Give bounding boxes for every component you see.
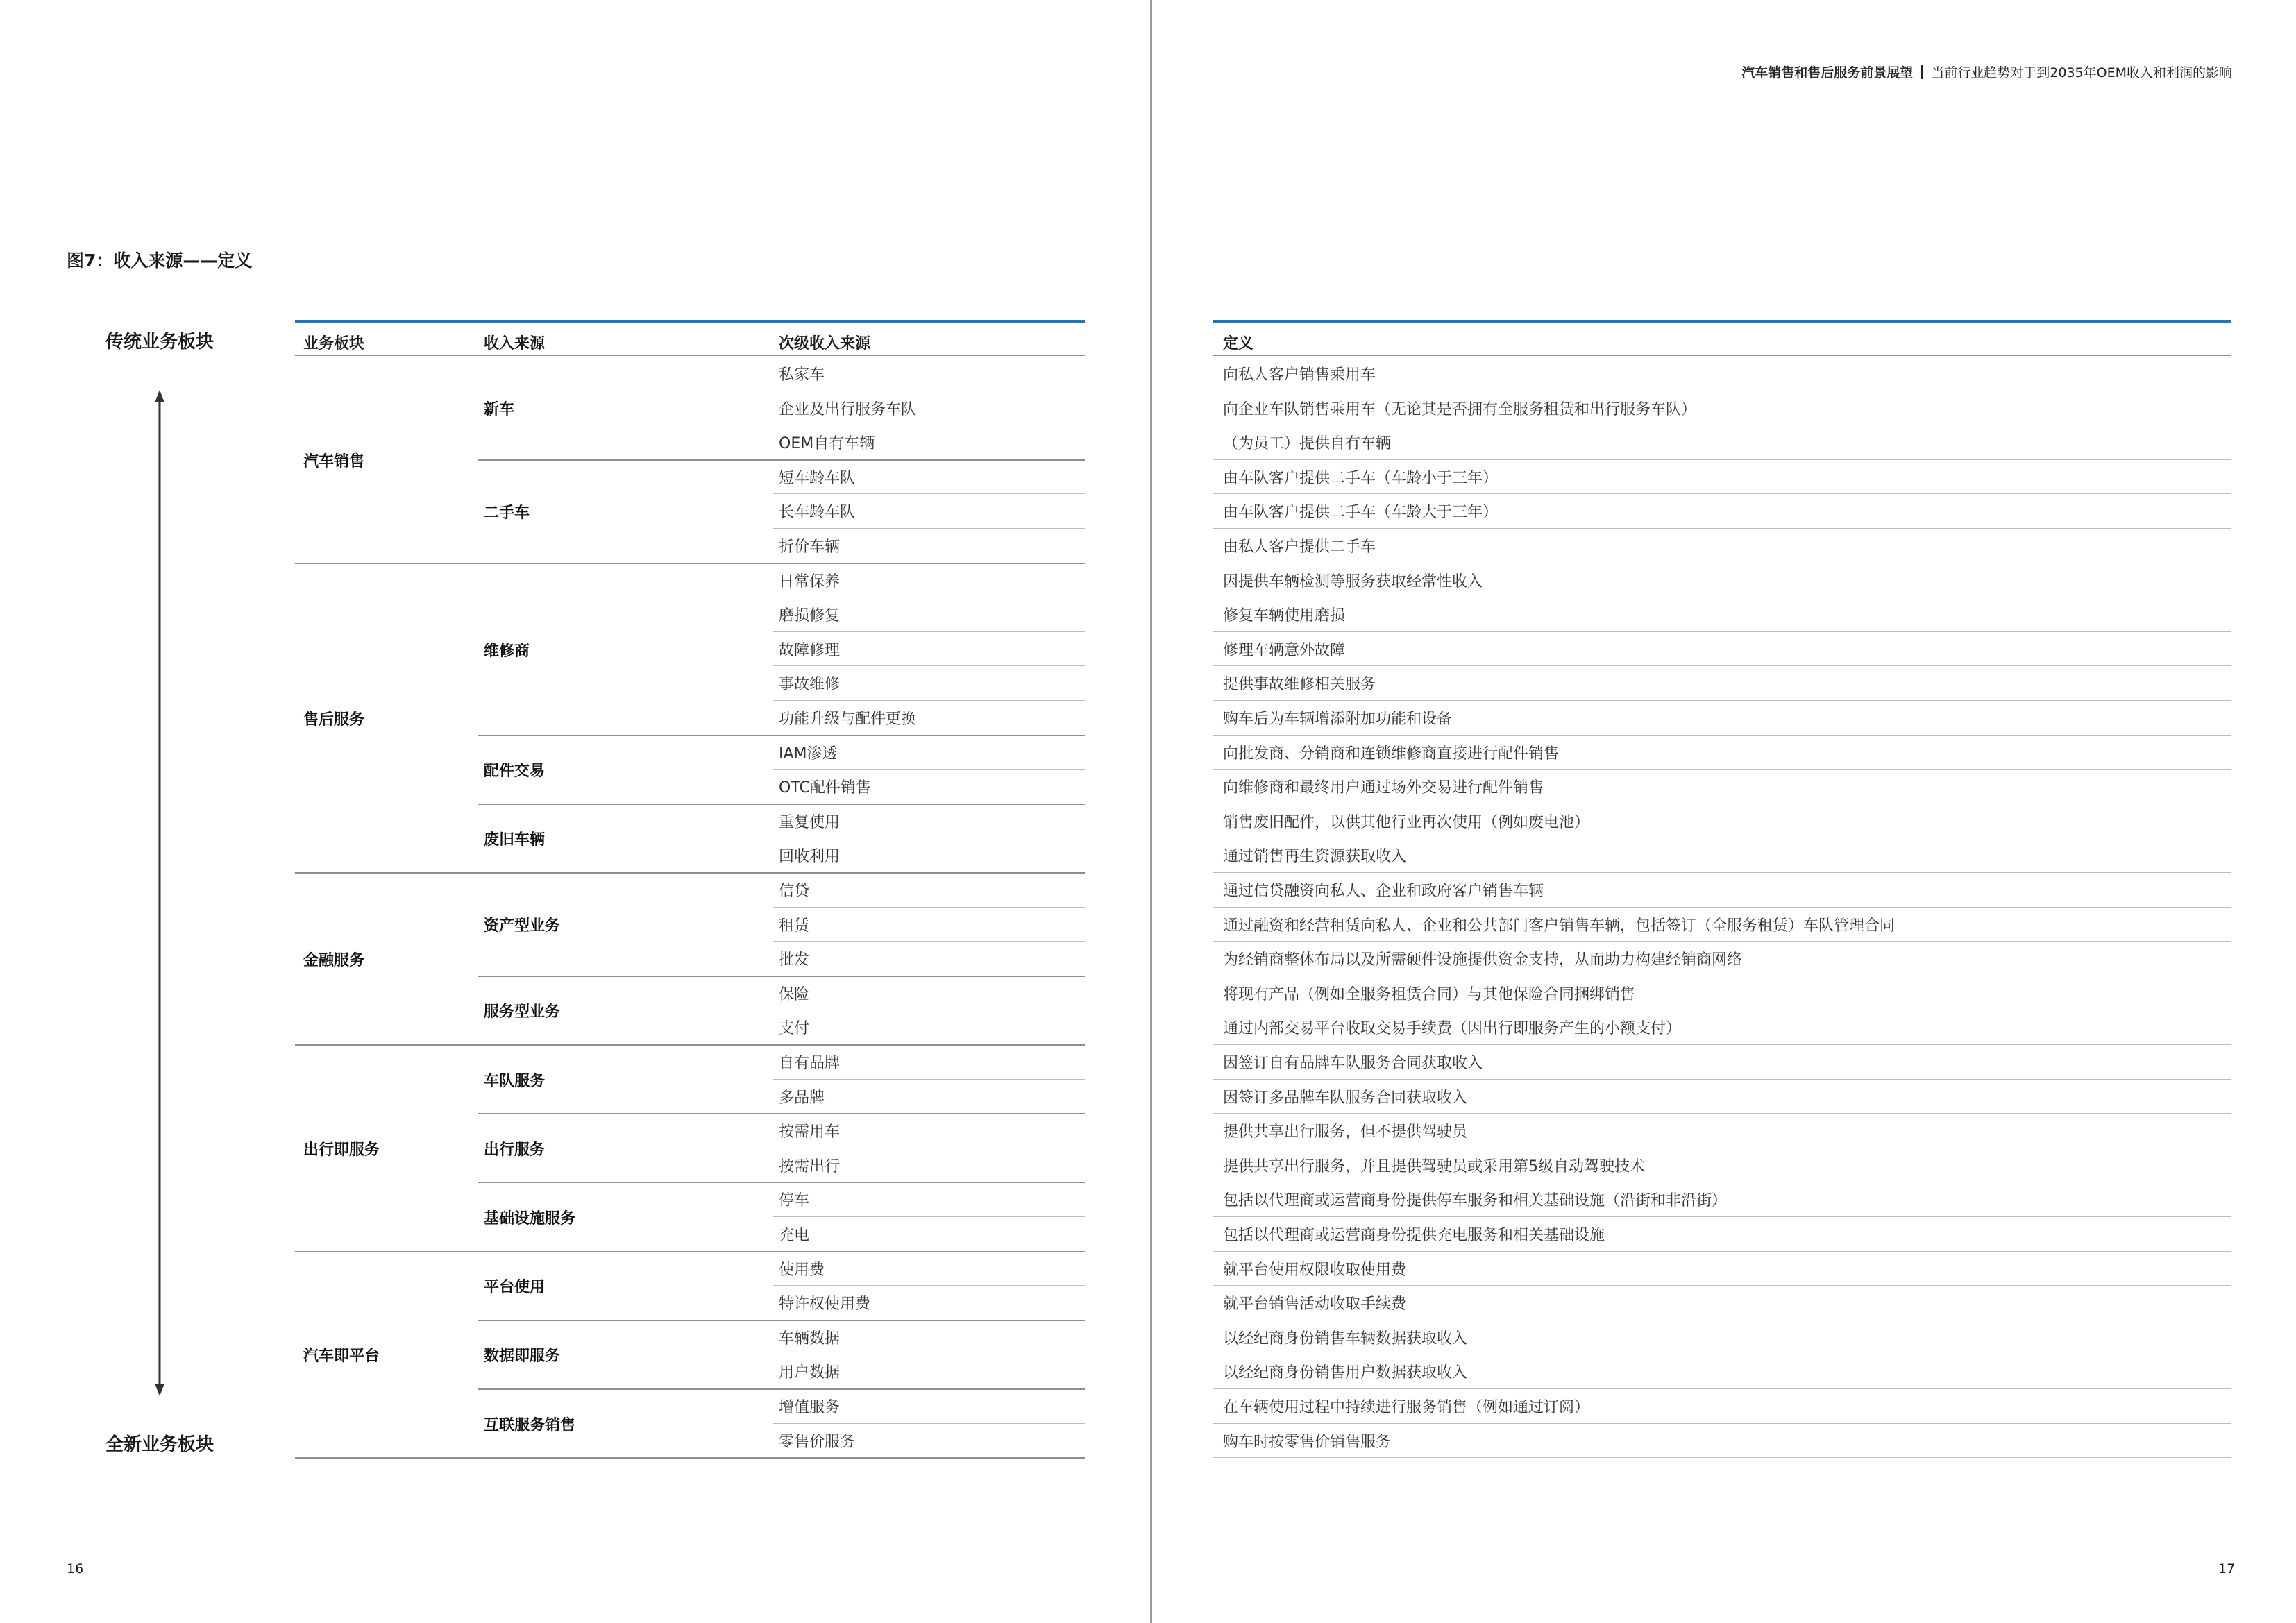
subsource-cell: 私家车	[779, 366, 825, 384]
subsource-cell: 特许权使用费	[779, 1295, 871, 1314]
source-cell: 出行服务	[484, 1141, 546, 1159]
row-rule	[1213, 1079, 2231, 1080]
row-rule	[1213, 631, 2231, 632]
definition-cell: 购车时按零售价销售服务	[1223, 1433, 1392, 1451]
revenue-source-table	[295, 320, 1085, 1451]
row-rule	[773, 700, 1085, 701]
vertical-double-arrow-icon	[146, 390, 174, 1396]
source-rule	[478, 735, 1085, 736]
definition-cell: 向私人客户销售乘用车	[1223, 366, 1376, 384]
definition-cell: 就平台使用权限收取使用费	[1223, 1261, 1407, 1279]
row-rule	[773, 769, 1085, 770]
definition-cell: 修复车辆使用磨损	[1223, 607, 1346, 625]
row-rule	[1213, 1113, 2231, 1114]
definition-cell: 由车队客户提供二手车（车龄小于三年）	[1223, 469, 1499, 487]
segment-rule	[295, 1044, 1085, 1046]
subsource-cell: 按需出行	[779, 1157, 841, 1175]
subsource-cell: 故障修理	[779, 641, 841, 659]
subsource-cell: OTC配件销售	[779, 779, 871, 797]
row-rule	[773, 528, 1085, 529]
header-subtitle: 当前行业趋势对于到2035年OEM收入和利润的影响	[1931, 65, 2232, 80]
definition-cell: 由车队客户提供二手车（车龄大于三年）	[1223, 504, 1499, 522]
header-rule	[295, 355, 1085, 356]
subsource-cell: 零售价服务	[779, 1433, 856, 1451]
row-rule	[773, 1216, 1085, 1217]
figure-title: 图7：收入来源——定义	[67, 250, 253, 271]
segment-rule	[295, 1457, 1085, 1459]
source-rule	[478, 1182, 1085, 1183]
subsource-cell: 用户数据	[779, 1364, 841, 1382]
col-header-definition: 定义	[1223, 335, 1254, 352]
segment-cell: 出行即服务	[303, 1141, 380, 1159]
subsource-cell: 事故维修	[779, 676, 841, 694]
subsource-cell: 多品牌	[779, 1089, 825, 1107]
subsource-cell: 充电	[779, 1227, 810, 1244]
definition-cell: 向企业车队销售乘用车（无论其是否拥有全服务租赁和出行服务车队）	[1223, 400, 1697, 418]
subsource-cell: 增值服务	[779, 1399, 841, 1416]
subsource-cell: 重复使用	[779, 813, 841, 831]
definition-cell: 修理车辆意外故障	[1223, 641, 1346, 659]
definition-cell: 通过信贷融资向私人、企业和政府客户销售车辆	[1223, 883, 1544, 900]
source-cell: 服务型业务	[484, 1003, 561, 1021]
row-rule	[773, 1285, 1085, 1286]
definition-cell: 因提供车辆检测等服务获取经常性收入	[1223, 572, 1483, 590]
row-rule	[1213, 1388, 2231, 1389]
source-cell: 互联服务销售	[484, 1416, 576, 1434]
row-rule	[1213, 1423, 2231, 1424]
col-header-source: 收入来源	[484, 335, 546, 352]
axis-label-new: 全新业务板块	[105, 1434, 214, 1455]
source-cell: 配件交易	[484, 763, 546, 781]
running-header	[1741, 62, 2232, 81]
subsource-cell: 功能升级与配件更换	[779, 711, 917, 728]
subsource-cell: 企业及出行服务车队	[779, 400, 917, 418]
definition-cell: 由私人客户提供二手车	[1223, 538, 1376, 556]
row-rule	[773, 631, 1085, 632]
source-rule	[478, 1388, 1085, 1390]
subsource-cell: 批发	[779, 951, 810, 969]
subsource-cell: 保险	[779, 985, 810, 1003]
source-cell: 基础设施服务	[484, 1210, 576, 1227]
source-cell: 数据即服务	[484, 1348, 561, 1366]
definition-table	[1213, 320, 2231, 1451]
row-rule	[1213, 1285, 2231, 1286]
definition-cell: 将现有产品（例如全服务租赁合同）与其他保险合同捆绑销售	[1223, 985, 1636, 1003]
definition-cell: 在车辆使用过程中持续进行服务销售（例如通过订阅）	[1223, 1399, 1590, 1416]
row-rule	[773, 1079, 1085, 1080]
definition-cell: 提供事故维修相关服务	[1223, 676, 1376, 694]
header-separator	[1921, 65, 1923, 79]
segment-cell: 汽车即平台	[303, 1348, 380, 1366]
definition-cell: 以经纪商身份销售车辆数据获取收入	[1223, 1329, 1468, 1348]
row-rule	[1213, 1044, 2231, 1045]
table-top-rule	[1213, 320, 2231, 323]
table-top-rule	[295, 320, 1085, 323]
source-cell: 平台使用	[484, 1279, 546, 1297]
row-rule	[1213, 700, 2231, 701]
source-cell: 二手车	[484, 504, 530, 522]
subsource-cell: 按需用车	[779, 1123, 841, 1141]
definition-cell: 购车后为车辆增添附加功能和设备	[1223, 711, 1453, 728]
subsource-cell: 折价车辆	[779, 538, 841, 556]
row-rule	[1213, 872, 2231, 873]
definition-cell: 以经纪商身份销售用户数据获取收入	[1223, 1364, 1468, 1382]
subsource-cell: 停车	[779, 1192, 810, 1210]
row-rule	[1213, 735, 2231, 736]
segment-cell: 汽车销售	[303, 452, 365, 470]
subsource-cell: 支付	[779, 1020, 810, 1038]
definition-cell: 提供共享出行服务，并且提供驾驶员或采用第5级自动驾驶技术	[1223, 1157, 1645, 1175]
source-cell: 新车	[484, 401, 515, 419]
row-rule	[1213, 1216, 2231, 1217]
row-rule	[1213, 1251, 2231, 1252]
segment-rule	[295, 872, 1085, 874]
row-rule	[773, 493, 1085, 494]
source-rule	[478, 804, 1085, 805]
row-rule	[773, 1423, 1085, 1424]
row-rule	[1213, 528, 2231, 529]
col-header-subsource: 次级收入来源	[779, 335, 871, 352]
subsource-cell: 短车龄车队	[779, 469, 856, 487]
segment-rule	[295, 563, 1085, 564]
header-title: 汽车销售和售后服务前景展望	[1741, 65, 1914, 80]
subsource-cell: 回收利用	[779, 848, 841, 866]
segment-rule	[295, 1251, 1085, 1252]
page-number-left: 16	[67, 1561, 84, 1577]
row-rule	[773, 941, 1085, 942]
row-rule	[1213, 665, 2231, 666]
definition-cell: 通过内部交易平台收取交易手续费（因出行即服务产生的小额支付）	[1223, 1020, 1682, 1038]
source-rule	[478, 1320, 1085, 1321]
source-rule	[478, 459, 1085, 461]
source-rule	[478, 1113, 1085, 1114]
subsource-cell: 磨损修复	[779, 607, 841, 625]
definition-cell: 销售废旧配件，以供其他行业再次使用（例如废电池）	[1223, 813, 1590, 831]
source-cell: 废旧车辆	[484, 831, 546, 849]
definition-cell: 为经销商整体布局以及所需硬件设施提供资金支持，从而助力构建经销商网络	[1223, 951, 1743, 969]
segment-cell: 售后服务	[303, 711, 365, 729]
subsource-cell: OEM自有车辆	[779, 435, 875, 453]
row-rule	[773, 907, 1085, 908]
col-header-segment: 业务板块	[303, 335, 365, 352]
definition-cell: 因签订自有品牌车队服务合同获取收入	[1223, 1055, 1483, 1072]
subsource-cell: 信贷	[779, 883, 810, 900]
source-cell: 维修商	[484, 642, 530, 660]
row-rule	[1213, 941, 2231, 942]
segment-cell: 金融服务	[303, 952, 365, 969]
subsource-cell: 自有品牌	[779, 1055, 841, 1072]
subsource-cell: 租赁	[779, 917, 810, 935]
row-rule	[1213, 907, 2231, 908]
row-rule	[1213, 1457, 2231, 1458]
definition-cell: 包括以代理商或运营商身份提供停车服务和相关基础设施（沿街和非沿街）	[1223, 1192, 1728, 1210]
row-rule	[1213, 769, 2231, 770]
row-rule	[773, 665, 1085, 666]
source-cell: 资产型业务	[484, 917, 561, 935]
source-cell: 车队服务	[484, 1072, 546, 1090]
definition-cell: （为员工）提供自有车辆	[1223, 435, 1392, 453]
source-rule	[478, 976, 1085, 977]
page-number-right: 17	[2218, 1561, 2236, 1577]
definition-cell: 就平台销售活动收取手续费	[1223, 1295, 1407, 1314]
axis-label-traditional: 传统业务板块	[105, 332, 214, 352]
definition-cell: 向维修商和最终用户通过场外交易进行配件销售	[1223, 779, 1544, 797]
page-spine	[1150, 0, 1152, 1623]
definition-cell: 因签订多品牌车队服务合同获取收入	[1223, 1089, 1468, 1107]
subsource-cell: 长车龄车队	[779, 504, 856, 522]
row-rule	[1213, 493, 2231, 494]
definition-cell: 通过融资和经营租赁向私人、企业和公共部门客户销售车辆，包括签订（全服务租赁）车队管理合同	[1223, 917, 1896, 935]
definition-cell: 包括以代理商或运营商身份提供充电服务和相关基础设施	[1223, 1227, 1605, 1244]
definition-cell: 向批发商、分销商和连锁维修商直接进行配件销售	[1223, 745, 1560, 763]
subsource-cell: 日常保养	[779, 572, 841, 590]
subsource-cell: IAM渗透	[779, 745, 838, 763]
header-rule	[1213, 355, 2231, 356]
subsource-cell: 车辆数据	[779, 1329, 841, 1348]
subsource-cell: 使用费	[779, 1261, 825, 1279]
definition-cell: 提供共享出行服务，但不提供驾驶员	[1223, 1123, 1468, 1141]
row-rule	[1213, 459, 2231, 460]
definition-cell: 通过销售再生资源获取收入	[1223, 848, 1407, 866]
